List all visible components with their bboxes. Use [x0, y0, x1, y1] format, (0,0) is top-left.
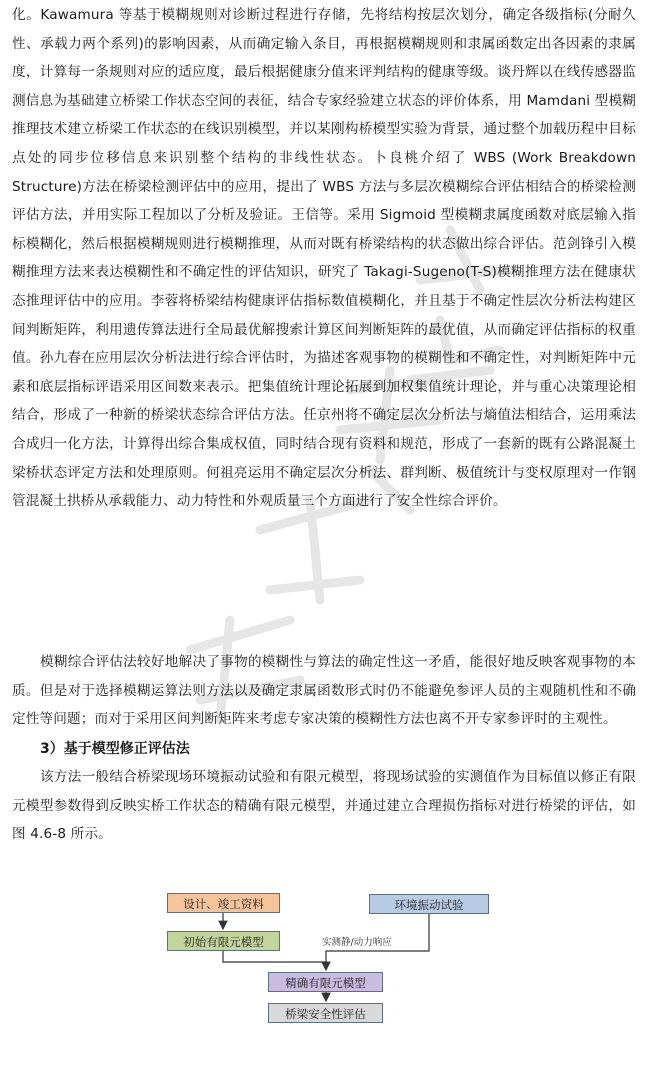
body-paragraph: 化。Kawamura 等基于模糊规则对诊断过程进行存储，先将结构按层次划分，确定各级指标(分耐久性、承载力两个系列)的影响因素，从而确定输入条目，再根据模糊规则和隶属函数定出各因素的隶属度，计算每一条规则对应的适应度，最后根据健康分值来评判结构的健康等级。谈丹辉以在线传感器监测信息为基础建立桥梁工作状态空间的表征，结合专家经验建立状态的评价体系，用 Mamdani 型模糊推理技术建立桥梁工作状态的在线识别模型，并以某刚构桥模型实验为背景，通过整个加载历程中目标点处的同步位移信息来识别整个结构的非线性状态。卜良桃介绍了 WBS (Work Breakdown Structure)方法在桥梁检测评估中的应用，提出了 WBS 方法与多层次模糊综合评估相结合的桥梁检测评估方法，并用实际工程加以了分析及验证。王信等。采用 Sigmoid 型模糊隶属度函数对底层输入指标模糊化，然后根据模糊规则进行模糊推理，从而对既有桥梁结构的状态做出综合评估。范剑锋引入模糊推理方法来表达模糊性和不确定性的评估知识，研究了 Takagi-Sugeno(T-S)模糊推理方法在健康状态推理评估中的应用。李蓉将桥梁结构健康评估指标数值模糊化，并且基于不确定性层次分析法构建区间判断矩阵，利用遗传算法进行全局最优解搜索计算区间判断矩阵的最优值，从而确定评估指标的权重值。孙九春在应用层次分析法进行综合评估时，为描述客观事物的模糊性和不确定性，对判断矩阵中元素和底层指标评语采用区间数来表示。把集值统计理论拓展到加权集值统计理论，并与重心决策理论相结合，形成了一种新的桥梁状态综合评估方法。任京州将不确定层次分析法与熵值法相结合，运用乘法合成归一化方法，计算得出综合集成权值，同时结合现有资料和规范，形成了一套新的既有公路混凝土梁桥状态评定方法和处理原则。何祖亮运用不确定层次分析法、群判断、极值统计与变权原理对一作钢管混凝土拱桥从承载能力、动力特性和外观质量三个方面进行了安全性综合评价。 — [12, 7, 636, 510]
design-docs-box: 设计、竣工资料 — [167, 893, 280, 913]
measured-response-label: 实测静/动力响应 — [322, 937, 392, 948]
arrow-initial-to-precise — [223, 951, 326, 962]
body-paragraph: 模糊综合评估法较好地解决了事物的模糊性与算法的确定性这一矛盾，能很好地反映客观事物的本质。但是对于选择模糊运算法则方法以及确定隶属函数形式时仍不能避免参评人员的主观随机性和不确定性等问题；而对于采用区间判断矩阵来考虑专家决策的模糊性方法也离不开专家参评时的主观性。 — [12, 654, 636, 728]
bridge-safety-eval-box: 桥梁安全性评估 — [268, 1003, 383, 1023]
env-vibration-test-box: 环境振动试验 — [369, 894, 489, 914]
section-heading: 3）基于模型修正评估法 — [40, 741, 190, 757]
body-paragraph: 该方法一般结合桥梁现场环境振动试验和有限元模型，将现场试验的实测值作为目标值以修正有限元模型参数得到反映实桥工作状态的精确有限元模型，并通过建立合理损伤指标对进行桥梁的评估，如图 4.6-8 所示。 — [12, 769, 636, 843]
precise-fe-model-box: 精确有限元模型 — [268, 972, 383, 992]
initial-fe-model-box: 初始有限元模型 — [167, 931, 280, 951]
